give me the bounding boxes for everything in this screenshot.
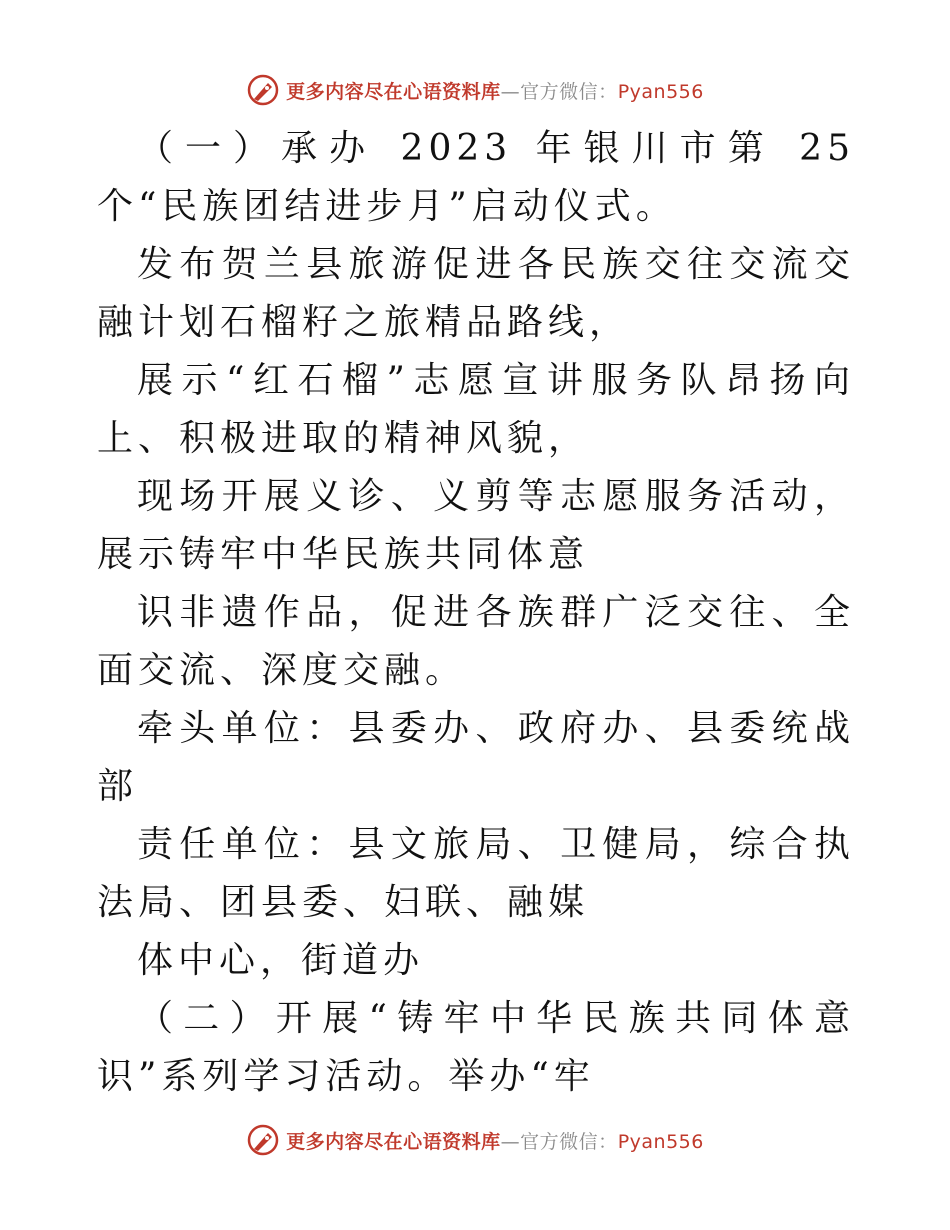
paragraph: 发布贺兰县旅游促进各民族交往交流交融计划石榴籽之旅精品路线，: [97, 244, 855, 343]
watermark-text: 更多内容尽在心语资料库—官方微信：Pyan556: [286, 80, 704, 103]
document-body: [97, 120, 855, 1106]
paragraph: （一）承办 2023 年银川市第 25 个“民族团结进步月”启动仪式。: [97, 128, 855, 227]
watermark-text: 更多内容尽在心语资料库—官方微信：Pyan556: [286, 1130, 704, 1153]
paragraph: （二）开展“铸牢中华民族共同体意识”系列学习活动。举办“牢: [97, 998, 855, 1097]
pen-nib-icon: [246, 73, 280, 107]
pen-nib-icon: [246, 1123, 280, 1157]
paragraph: 现场开展义诊、义剪等志愿服务活动，展示铸牢中华民族共同体意: [97, 476, 855, 575]
paragraph: 责任单位：县文旅局、卫健局，综合执法局、团县委、妇联、融媒: [97, 824, 855, 923]
paragraph: 识非遗作品，促进各族群广泛交往、全面交流、深度交融。: [97, 592, 855, 691]
watermark-footer: [0, 1120, 950, 1160]
paragraph: 体中心，街道办: [137, 940, 425, 981]
watermark-header: [0, 70, 950, 110]
paragraph: 展示“红石榴”志愿宣讲服务队昂扬向上、积极进取的精神风貌，: [97, 360, 855, 459]
paragraph: 牵头单位：县委办、政府办、县委统战部: [97, 708, 855, 807]
